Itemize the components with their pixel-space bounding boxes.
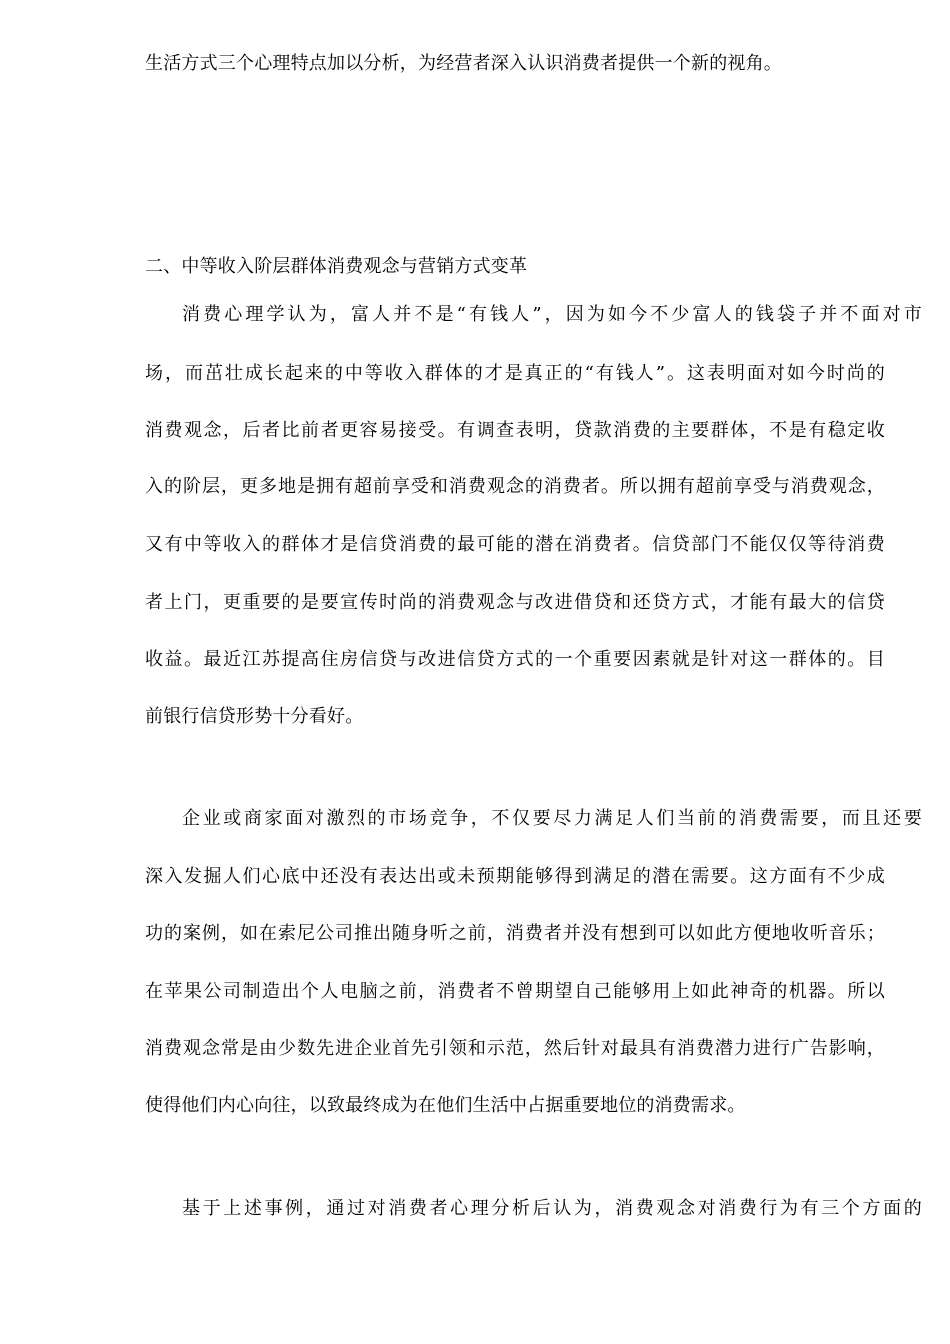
paragraph-1-line-2: 场，而茁壮成长起来的中等收入群体的才是真正的“有钱人”。这表明面对如今时尚的	[145, 363, 885, 384]
paragraph-1-line-6: 者上门，更重要的是要宣传时尚的消费观念与改进借贷和还贷方式，才能有最大的信贷	[145, 592, 885, 613]
intro-tail-line: 生活方式三个心理特点加以分析，为经营者深入认识消费者提供一个新的视角。	[145, 53, 782, 74]
paragraph-2-line-3: 功的案例，如在索尼公司推出随身听之前，消费者并没有想到可以如此方便地收听音乐；	[145, 923, 885, 944]
paragraph-2-line-6: 使得他们内心向往，以致最终成为在他们生活中占据重要地位的消费需求。	[145, 1095, 746, 1116]
paragraph-2-line-2: 深入发掘人们心底中还没有表达出或未预期能够得到满足的潜在需要。这方面有不少成	[145, 866, 885, 887]
paragraph-2-line-4: 在苹果公司制造出个人电脑之前，消费者不曾期望自己能够用上如此神奇的机器。所以	[145, 981, 885, 1002]
paragraph-1-line-5: 又有中等收入的群体才是信贷消费的最可能的潜在消费者。信贷部门不能仅仅等待消费	[145, 534, 885, 555]
paragraph-3-line-1: 基于上述事例，通过对消费者心理分析后认为，消费观念对消费行为有三个方面的	[182, 1198, 922, 1219]
paragraph-1-line-1: 消费心理学认为，富人并不是“有钱人”，因为如今不少富人的钱袋子并不面对市	[182, 304, 922, 325]
paragraph-1-line-7: 收益。最近江苏提高住房信贷与改进信贷方式的一个重要因素就是针对这一群体的。目	[145, 649, 885, 670]
paragraph-2-line-5: 消费观念常是由少数先进企业首先引领和示范，然后针对最具有消费潜力进行广告影响，	[145, 1038, 885, 1059]
paragraph-1-line-3: 消费观念，后者比前者更容易接受。有调查表明，贷款消费的主要群体，不是有稳定收	[145, 420, 885, 441]
paragraph-1-line-8: 前银行信贷形势十分看好。	[145, 706, 364, 727]
paragraph-1-line-4: 入的阶层，更多地是拥有超前享受和消费观念的消费者。所以拥有超前享受与消费观念，	[145, 476, 885, 497]
paragraph-2-line-1: 企业或商家面对激烈的市场竞争，不仅要尽力满足人们当前的消费需要，而且还要	[182, 808, 922, 829]
section-heading: 二、中等收入阶层群体消费观念与营销方式变革	[145, 256, 528, 277]
